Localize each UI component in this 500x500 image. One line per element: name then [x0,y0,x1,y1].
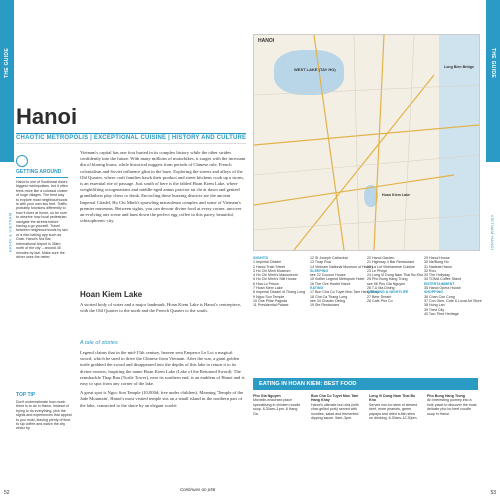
key-item: 10 One Pillar Pagoda [253,298,288,303]
key-item: see 56 Pho Gia Nguyen [367,281,406,286]
key-heading: ENTERTAINMENT [424,281,455,286]
section-heading: Hoan Kiem Lake [80,290,143,299]
key-item: 29 Hanoi House [424,256,450,260]
key-item: 23 Le Phoye [367,268,388,273]
map-label: WEST LAKE (TAY HO) [294,67,336,72]
eating-item [311,394,361,420]
top-tip-text: Don't underestimate how much there is to do in Hanoi. Instead of trying to do everything, pick the sights and experiences that appeal to you most, leaving plenty of time to sip coffee and watch the city whizz by. [16,400,72,431]
key-item: 5 Ho Chi Minh's Stilt House [253,277,297,282]
getting-around-box [16,155,68,259]
eating-item [253,394,303,416]
eating-item-name: Pho Gia Nguyen [253,394,281,398]
key-item: 16 The Ove Hostel Hanoi [310,281,351,286]
guide-tab-left [0,0,14,162]
key-item: see 34 Chaotic Dining [310,298,346,303]
key-item: 25 Pho Bung Hang Trong [367,277,408,282]
key-item: 17 Bun Cha Co Tuyet Mon Tam Hang Khay [310,290,379,295]
key-item: 19 Ste Restaurant [310,303,339,308]
key-heading: SLEEPING [310,268,329,273]
key-col3 [367,256,423,303]
top-tip-heading: TOP TIP [16,392,36,398]
page-title: Hanoi [16,104,78,129]
eating-item-name: Pho Bung Hang Trong [427,394,465,398]
page-subtitle: CHAOTIC METROPOLIS | EXCEPTIONAL CUISINE | HISTORY AND CULTURE [16,135,247,141]
divider [16,143,246,144]
map-label: Long Bien Bridge [444,65,474,69]
side-label-right: VIETNAM HANOI [489,214,495,251]
key-item: 31 Nadeas Hanoi [424,264,452,269]
key-item: 6 Hoa Lo Prison [253,281,279,286]
getting-around-text: Hanoi is one of Southeast Asia's biggest metropolises, but it often feels more like a colossal cluster of huge villages. The best way to explore most neighbourhoods is with your own two feet. Traffic probably functions differently to how it does at home, so be sure to observe how local pedestrian navigate the streets before having a go yourself. Travel between neighbourhoods by taxi or a ride-hailing app such as Grab. Hanoi's Noi Bai International Airport is 35km north of the city – around 45 minutes by taxi. Make sure the driver uses the meter. [16,180,68,259]
key-heading: SIGHTS [253,255,268,260]
guide-tab-label: THE GUIDE [490,48,496,78]
eating-item-name: Bun Cha Co Tuyet Mon Tam Hang Khay [311,394,359,403]
side-label-left: HANOI & VIETNAM [7,212,13,253]
intro-paragraph: Vietnam's capital has one foot buried in its complex history while the other strides confidently into the future. With many millions of motorbikes, it surges with the incessant din of blaring horns, while historical nuggets from periods of Chinese rule, French colonialism and Soviet influence glint in the haze. Exploring the streets and alleys of the Old Quarter, where craft families hawk their product and street kitchens cook up a storm, is an essential rite of passage. Just south of here is the fabled Hoan Kiem Lake, where weightlifting octogenarians and middle-aged annus practise tai chi at dawn and genteel grandfathers play chess or drink. Encircling these buzzing districts are the ancient Imperial Citadel, Ho Chi Minh's sprawling mausoleum complex and some of Vietnam's premier museums. Between sights, you can devour divine food at every corner, uncover an evolving arts scene and hunt down the perfect egg coffee in this pacey, beautiful, schizophrenic city. [80,150,246,224]
city-map[interactable] [253,34,480,251]
eating-item-text: Michelin-endorsed place specialising in chicken noodle soup. 6.30am–1pm. 8 Hang Ga. [253,398,301,416]
key-col4 [424,256,480,316]
eating-item [369,394,419,420]
subsection-heading: A tale of stories [80,340,118,346]
key-item: 36 Chan Con Cong [424,294,455,299]
key-item: 34 TOMA Coffee Stand [424,277,461,282]
key-item: 26 T.U Ma Dining [367,286,395,291]
key-item: 11 Presidential Palace [253,303,289,308]
section-text: A storied body of water and a major landmark, Hoan Kiem Lake is Hanoi's centrepiece, with the Old Quarter to the north and the French Quarter to the south. [80,302,242,314]
section-paragraph: Legend claims that in the mid-15th century, heaven sent Emperor Le Loi a magical sword, which he used to drive the Chinese from Vietnam. After the war, a giant golden turtle grabbed the sword and disappeared into the depths of this lake to return it to its divine owners, inspiring the name Hoan Kiem Lake (Lake of the Returned Sword). The ramshackle Thap Rua (Turtle Tower), near its southern end, is an emblem of Hanoi and is easy to spot from any corner of the lake. [80,350,245,387]
key-item: 15 Sofitel Legend Metropole Hotel [310,277,365,282]
section-paragraph: A great spot is Ngoc Son Temple (10,000d; free under children). Meaning 'Temple of the Jade Mountain', Hanoi's most visited temple sits on a small island in the northern part of the lake, connected to the shore by an elegant scarlet [80,390,244,408]
section-intro [80,302,246,317]
key-item: 35 Hanoi Opera House [424,286,461,291]
key-item: 40 Two Tiled Heritage [424,311,459,316]
key-heading: SHOPPING [424,290,443,295]
key-heading: EATING [310,286,324,291]
key-item: 27 Beer Dream [367,294,392,299]
eating-item-text: Hanoi's ultimate bun cha (with char-grilled pork) served with noodles, salad and fermented dipping sauce. 9am–3pm. [311,402,359,421]
continued-note: Continues on p56 [180,487,216,492]
key-item: 33 The Hollyday [424,273,450,278]
key-item: 32 Rou [424,268,436,273]
top-tip-box [16,392,72,431]
key-item: 24 Long Vi Dung Nam Thai Bo Kho [367,273,424,278]
key-item: see 22 Cocoon House [310,273,346,278]
intro-column [80,150,246,227]
map-label: Hoan Kiem Lake [382,193,410,197]
key-item: 4 Ho Chi Minh's Mausoleum [253,273,298,278]
compass-icon [16,155,28,167]
key-item: 28 Cafe Pho Co [367,298,393,303]
key-item: 12 St Joseph Cathedral [310,256,348,260]
eating-banner: EATING IN HOAN KIEM: BEST FOOD [253,378,478,390]
page-number-left: 52 [4,490,10,496]
key-item: 39 Tired City [424,307,445,312]
key-sights [253,256,309,308]
key-item: 37 Con Gien, Cafe & Local Art Store [424,298,482,303]
key-item: 30 Ne/Bong Ho [424,260,449,265]
key-heading: DRINKING & NIGHTLIFE [367,290,409,295]
eating-item-text: An interesting journey into a hole place to discover the most delicate pho bo beef noodle soup in Hanoi. [427,398,477,416]
guide-tab-label: THE GUIDE [4,48,10,78]
key-item: 21 Highway 4 Bar Restaurant [367,260,414,265]
key-item: 20 Hanoi Garden [367,256,395,260]
key-item: 22 La Lot Vietnamese Cuisine [367,264,415,269]
map-title: HANOI [258,38,275,44]
key-item: 18 Cha Ca Thang Long [310,294,348,299]
key-item: 3 Ho Chi Minh Museum [253,268,291,273]
key-item: 38 Hong Lan [424,303,445,308]
eating-item [427,394,477,416]
key-item: 2 Hanoi Train Street [253,264,285,269]
key-item: 8 Imperial Citadel of Thang Long [253,290,306,295]
key-item: 1 Imperial Citadel [253,260,281,265]
page-number-right: 53 [490,490,496,496]
guide-tab-right [486,0,500,162]
section-body [80,350,246,412]
key-item: 9 Ngoc Son Temple [253,294,285,299]
key-item: 7 Hoan Kiem Lake [253,286,283,291]
key-item: 13 Thap Rua [310,260,331,265]
divider [16,133,246,134]
key-item: 14 Vietnam National Museum of History [310,264,374,269]
eating-item-text: Serves non-bo stew of stewed beef, more peanuts, green papaya and dried a-fish stew on drinking. 6.30am–12.30pm. [369,402,418,421]
eating-item-name: Long Vi Dung Nam Thai Bo Kho [369,394,416,403]
getting-around-heading: GETTING AROUND [16,169,68,178]
